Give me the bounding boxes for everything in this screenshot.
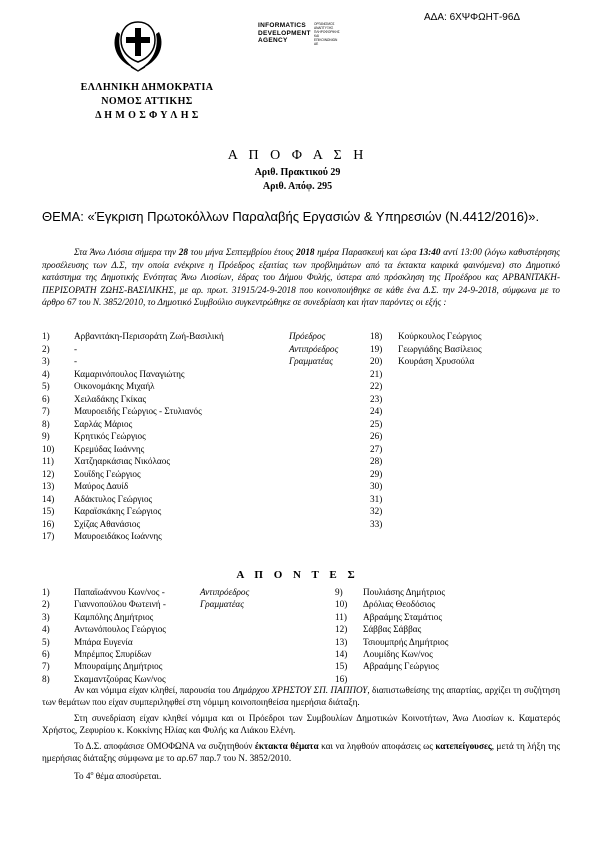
ida-logo-greek bbox=[314, 22, 340, 46]
member-name: Χατζηαρκάσιας Νικόλαος bbox=[74, 456, 170, 466]
member-name: Σαρλάς Μάριος bbox=[74, 418, 133, 429]
member-number: 1) bbox=[42, 587, 50, 597]
member-number: 6) bbox=[42, 649, 50, 659]
member-number: 23) bbox=[370, 393, 383, 404]
member-name: Τσιουμπρής Δημήτριος bbox=[363, 636, 449, 647]
closing-text: θέμα αποσύρεται. bbox=[93, 771, 162, 782]
member-name: Κούρκουλος Γεώργιος bbox=[398, 331, 482, 341]
ida-logo-small-line: ΚΑΙ bbox=[314, 34, 320, 38]
member-name: Αβραάμης Σταμάτιος bbox=[363, 611, 443, 622]
intro-day: 28 bbox=[178, 247, 188, 257]
closing-text: Το Δ.Σ. αποφάσισε ΟΜΟΦΩΝΑ να συζητηθούν bbox=[74, 741, 255, 751]
intro-text: του μήνα Σεπτεμβρίου έτους bbox=[187, 247, 297, 257]
member-number: 4) bbox=[42, 368, 50, 379]
member-number: 17) bbox=[42, 531, 55, 541]
member-name: Κρεμύδας Ιωάννης bbox=[74, 443, 145, 454]
closing-text: και να ληφθούν αποφάσεις ως bbox=[318, 741, 436, 751]
member-number: 30) bbox=[370, 481, 383, 491]
closing-paragraph-3 bbox=[42, 740, 560, 764]
member-name: Μαυροειδής Γεώργιος - Στυλιανός bbox=[74, 406, 202, 416]
member-name: Γεωργιάδης Βασίλειος bbox=[398, 343, 482, 354]
closing-paragraph-4 bbox=[42, 768, 560, 782]
member-name: Καραϊσκάκης Γεώργιος bbox=[74, 506, 162, 516]
intro-text: Στα Άνω Λιόσια σήμερα την bbox=[74, 247, 179, 257]
member-name: Σάββας Σάββας bbox=[363, 624, 422, 635]
member-name: Κρητικός Γεώργιος bbox=[74, 431, 146, 441]
minutes-number: Αριθ. Πρακτικού 29 bbox=[254, 167, 341, 178]
member-number: 12) bbox=[42, 468, 55, 479]
intro-text: αντί 13:00 (λόγω καθυστέρησης προσέλευσης των Δ.Σ, την οποία ενέκρινε η Πρόεδρος εξαιτίας των προβλημάτων από τα έκτακτα καιρικά φαινόμενα) στο Δημοτικό κατάστημα της Δημοτικής Ενότητας Άνω Λιοσίων, έδρας του Δήμου Φυλής, ύστερα από πρόσκληση της Προέδρου κας ΑΡΒΑΝΙΤΑΚΗ-ΠΕΡΙΣΟΡΑΤΗ ΖΩΗΣ-ΒΑΣΙΛΙΚΗΣ, με αρ. πρωτ. 31915/24-9-2018 που κοινοποιήθηκε σε κάθε ένα Δ.Σ. την 24-9-2018, σύμφωνα με το άρθρο 67 του Ν. 3852/2010, το Δημοτικό Συμβούλιο συγκεντρώθηκε σε συνεδρίαση και ήταν παρόντες οι εξής : bbox=[42, 247, 561, 307]
member-name: Αρβανιτάκη-Περισοράτη Ζωή-Βασιλική bbox=[74, 331, 224, 341]
ida-logo-text bbox=[258, 22, 311, 45]
greek-emblem-icon bbox=[109, 18, 167, 74]
ida-logo-line: INFORMATICS bbox=[258, 22, 306, 29]
member-name: Σχίζας Αθανάσιος bbox=[74, 518, 141, 529]
member-name: Καμαρινόπουλος Παναγιώτης bbox=[74, 368, 185, 379]
ida-logo-small-line: ΑΕ bbox=[314, 42, 319, 46]
intro-paragraph bbox=[42, 246, 560, 309]
member-role: Αντιπρόεδρος bbox=[200, 587, 250, 597]
ida-logo-small-line: ΟΡΓΑΝΙΣΜΟΣ bbox=[314, 22, 335, 26]
member-number: 22) bbox=[370, 381, 383, 391]
member-role: Γραμματέας bbox=[289, 356, 333, 366]
member-name: Γιαννοπούλου Φωτεινή - bbox=[74, 599, 166, 610]
member-number: 16) bbox=[335, 673, 348, 684]
member-number: 6) bbox=[42, 393, 50, 404]
member-number: 13) bbox=[42, 481, 55, 491]
member-name: Αβραάμης Γεώργιος bbox=[363, 661, 439, 672]
member-number: 20) bbox=[370, 356, 383, 366]
ida-logo-small-line: ΠΛΗΡΟΦΟΡΙΚΗΣ bbox=[314, 30, 340, 34]
member-number: 28) bbox=[370, 456, 383, 466]
member-name: Λουμίδης Κων/νος bbox=[363, 649, 433, 659]
member-number: 32) bbox=[370, 506, 383, 516]
intro-text: ημέρα Παρασκευή και ώρα bbox=[314, 247, 420, 257]
absent-title: Α Π Ο Ν Τ Ε Σ bbox=[236, 569, 359, 581]
member-number: 7) bbox=[42, 661, 50, 672]
member-number: 14) bbox=[42, 493, 55, 504]
member-number: 3) bbox=[42, 356, 50, 366]
member-number: 3) bbox=[42, 611, 50, 622]
member-number: 13) bbox=[335, 636, 348, 647]
member-name: Μαύρος Δαυίδ bbox=[74, 481, 129, 491]
member-name: Σουΐδης Γεώργιος bbox=[74, 468, 141, 479]
mayor-name: Δημάρχου ΧΡΗΣΤΟΥ ΣΠ. ΠΑΠΠΟΥ bbox=[232, 685, 368, 695]
ida-logo-line: AGENCY bbox=[258, 37, 288, 44]
closing-text: , διαπιστωθείσης της απαρτίας, αρχίζει τη συζήτηση των θεμάτων που είχαν συμπεριληφθεί στη νόμιμη κοινοποιηθείσα ημερήσια διάταξη. bbox=[42, 685, 560, 707]
member-number: 11) bbox=[335, 611, 347, 622]
member-number: 25) bbox=[370, 418, 383, 429]
member-role: Γραμματέας bbox=[200, 599, 244, 610]
member-number: 9) bbox=[335, 587, 343, 597]
member-name: Κουράση Χρυσούλα bbox=[398, 356, 475, 366]
member-number: 10) bbox=[335, 599, 348, 610]
member-number: 21) bbox=[370, 368, 383, 379]
member-name: Χειλαδάκης Γκίκας bbox=[74, 393, 147, 404]
subject-line: ΘΕΜΑ: «Έγκριση Πρωτοκόλλων Παραλαβής Εργασιών & Υπηρεσιών (Ν.4412/2016)». bbox=[42, 209, 540, 224]
member-number: 19) bbox=[370, 343, 383, 354]
member-name: Μπρέμπος Σπυρίδων bbox=[74, 649, 152, 659]
member-role: Αντιπρόεδρος bbox=[289, 343, 339, 354]
ada-code: ΑΔΑ: 6ΧΨΦΩΗΤ-96Δ bbox=[424, 12, 521, 23]
member-number: 31) bbox=[370, 493, 383, 504]
member-number: 2) bbox=[42, 343, 50, 354]
decision-number: Αριθ. Απόφ. 295 bbox=[262, 181, 333, 192]
intro-time: 13:40 bbox=[419, 247, 441, 257]
member-number: 8) bbox=[42, 418, 50, 429]
member-name: Καμπόλης Δημήτριος bbox=[74, 611, 154, 622]
member-number: 5) bbox=[42, 636, 50, 647]
member-number: 27) bbox=[370, 443, 383, 454]
member-number: 9) bbox=[42, 431, 50, 441]
member-number: 7) bbox=[42, 406, 50, 416]
member-number: 1) bbox=[42, 331, 50, 341]
header-prefecture: ΝΟΜΟΣ ΑΤΤΙΚΗΣ bbox=[101, 96, 193, 107]
urgent-label: κατεπείγουσες bbox=[435, 741, 492, 751]
member-number: 5) bbox=[42, 381, 50, 391]
member-number: 12) bbox=[335, 624, 348, 635]
member-number: 16) bbox=[42, 518, 55, 529]
member-number: 10) bbox=[42, 443, 55, 454]
ida-logo-small-line: ΕΠΙΚΟΙΝΩΝΙΩΝ bbox=[314, 38, 338, 42]
ida-logo-small-line: ΑΝΑΠΤΥΞΗΣ bbox=[314, 26, 334, 30]
closing-paragraph-2 bbox=[42, 712, 560, 736]
urgent-topics: έκτακτα θέματα bbox=[254, 741, 319, 751]
header-municipality: Δ Η Μ Ο Σ Φ Υ Λ Η Σ bbox=[95, 110, 199, 121]
ordinal-suffix: ο bbox=[90, 771, 94, 777]
member-number: 4) bbox=[42, 624, 50, 635]
member-number: 24) bbox=[370, 406, 383, 416]
member-name: Μαυροειδάκος Ιωάννης bbox=[74, 531, 162, 541]
closing-paragraph-1 bbox=[42, 684, 560, 708]
member-number: 15) bbox=[335, 661, 348, 672]
member-number: 14) bbox=[335, 649, 348, 659]
closing-text: Στη συνεδρίαση είχαν κληθεί νόμιμα και οι Πρόεδροι των Συμβουλίων Δημοτικών Κοινοτήτων, Άνω Λιοσίων κ. Καματερός Χρήστος, Ζεφυρίου κ. Κοκκίνης Ηλίας και Φυλής κα Λιάκου Ελένη. bbox=[42, 713, 560, 735]
closing-text: Αν και νόμιμα είχαν κληθεί, παρουσία του bbox=[74, 685, 233, 695]
closing-text: , μετά τη λήξη της ημερήσιας διάταξης σύμφωνα με το αρ.67 παρ.7 του Ν. 3852/2010. bbox=[42, 741, 560, 763]
member-number: 2) bbox=[42, 599, 50, 610]
member-name: - bbox=[74, 356, 78, 366]
member-name: Παπαϊωάννου Κων/νος - bbox=[74, 587, 165, 597]
member-name: Σκαμαντζούρας Κων/νος bbox=[74, 673, 166, 684]
member-number: 26) bbox=[370, 431, 383, 441]
member-name: Αντωνόπουλος Γεώργιος bbox=[74, 624, 166, 635]
header-republic: ΕΛΛΗΝΙΚΗ ΔΗΜΟΚΡΑΤΙΑ bbox=[80, 82, 214, 93]
member-number: 29) bbox=[370, 468, 383, 479]
member-name: Μπουραίμης Δημήτριος bbox=[74, 661, 163, 672]
member-number: 11) bbox=[42, 456, 54, 466]
member-name: Αδάκτυλος Γεώργιος bbox=[74, 493, 153, 504]
member-name: - bbox=[74, 343, 78, 354]
member-number: 8) bbox=[42, 673, 50, 684]
closing-text: Το 4 bbox=[74, 771, 91, 782]
member-number: 18) bbox=[370, 331, 383, 341]
ida-logo-line: DEVELOPMENT bbox=[258, 29, 311, 37]
intro-year: 2018 bbox=[296, 247, 315, 257]
member-name: Οικονομάκης Μιχαήλ bbox=[74, 381, 155, 391]
member-name: Δρόλιας Θεοδόσιος bbox=[363, 599, 436, 610]
member-name: Μπάρα Ευγενία bbox=[74, 636, 133, 647]
member-number: 15) bbox=[42, 506, 55, 516]
member-number: 33) bbox=[370, 518, 383, 529]
decision-title: Α Π Ο Φ Α Σ Η bbox=[227, 148, 368, 163]
member-role: Πρόεδρος bbox=[289, 331, 326, 341]
member-name: Πουλιάσης Δημήτριος bbox=[363, 587, 446, 597]
